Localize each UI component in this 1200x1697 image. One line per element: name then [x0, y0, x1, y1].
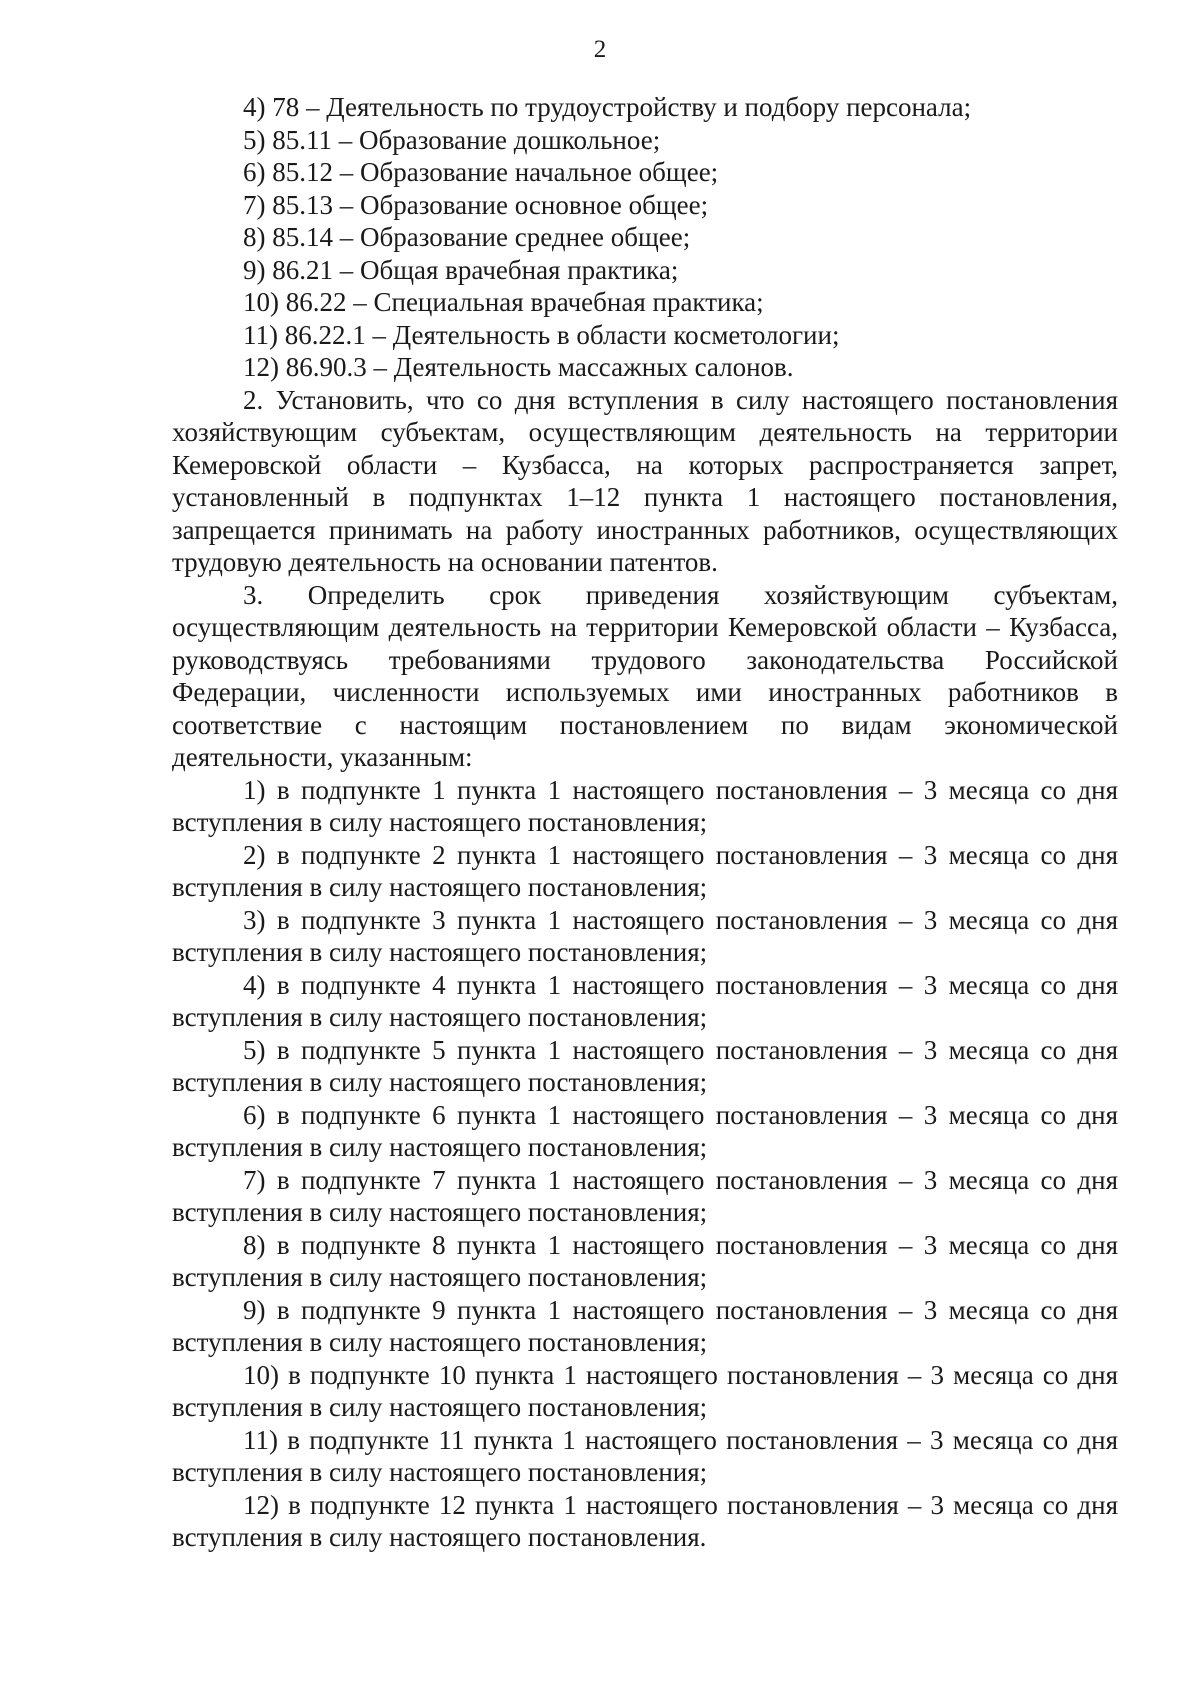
- subitem: 11) в подпункте 11 пункта 1 настоящего постановления – 3 месяца со дня вступления в силу настоящего постановления;: [172, 1424, 1118, 1487]
- list-item: 11) 86.22.1 – Деятельность в области косметологии;: [243, 319, 840, 350]
- subitem: 10) в подпункте 10 пункта 1 настоящего постановления – 3 месяца со дня вступления в силу настоящего постановления;: [172, 1359, 1118, 1422]
- list-item: 9) 86.21 – Общая врачебная практика;: [243, 254, 679, 285]
- subitem: 3) в подпункте 3 пункта 1 настоящего постановления – 3 месяца со дня вступления в силу настоящего постановления;: [172, 904, 1118, 967]
- page-number: 2: [593, 36, 607, 63]
- subitem: 7) в подпункте 7 пункта 1 настоящего постановления – 3 месяца со дня вступления в силу настоящего постановления;: [172, 1164, 1118, 1227]
- subitem: 1) в подпункте 1 пункта 1 настоящего постановления – 3 месяца со дня вступления в силу настоящего постановления;: [172, 774, 1118, 837]
- list-item: 4) 78 – Деятельность по трудоустройству и подбору персонала;: [243, 92, 972, 122]
- list-item: 8) 85.14 – Образование среднее общее;: [243, 222, 691, 252]
- subitem: 6) в подпункте 6 пункта 1 настоящего постановления – 3 месяца со дня вступления в силу настоящего постановления;: [172, 1099, 1118, 1162]
- subitem: 8) в подпункте 8 пункта 1 настоящего постановления – 3 месяца со дня вступления в силу настоящего постановления;: [172, 1229, 1118, 1292]
- subitem: 4) в подпункте 4 пункта 1 настоящего постановления – 3 месяца со дня вступления в силу настоящего постановления;: [172, 969, 1118, 1032]
- subitem: 2) в подпункте 2 пункта 1 настоящего постановления – 3 месяца со дня вступления в силу настоящего постановления;: [172, 839, 1118, 902]
- subitem: 5) в подпункте 5 пункта 1 настоящего постановления – 3 месяца со дня вступления в силу настоящего постановления;: [172, 1034, 1118, 1097]
- list-item: 10) 86.22 – Специальная врачебная практика;: [243, 287, 764, 317]
- subitem: 9) в подпункте 9 пункта 1 настоящего постановления – 3 месяца со дня вступления в силу настоящего постановления;: [172, 1294, 1118, 1357]
- paragraph-3: 3. Определить срок приведения хозяйствующим субъектам, осуществляющим деятельность на территории Кемеровской области – Кузбасса, руководствуясь требованиями трудового законодательства Российской Федерации, численности используемых ими иностранных работников в соответствие с настоящим постановлением по видам экономической деятельности, указанным:: [172, 579, 1118, 772]
- paragraph-2: 2. Установить, что со дня вступления в силу настоящего постановления хозяйствующим субъектам, осуществляющим деятельность на территории Кемеровской области – Кузбасса, на которых распространяется запрет, установленный в подпунктах 1–12 пункта 1 настоящего постановления, запрещается принимать на работу иностранных работников, осуществляющих трудовую деятельность на основании патентов.: [172, 384, 1118, 577]
- subitem: 12) в подпункте 12 пункта 1 настоящего постановления – 3 месяца со дня вступления в силу настоящего постановления.: [172, 1489, 1118, 1552]
- list-item: 6) 85.12 – Образование начальное общее;: [243, 157, 719, 187]
- document-body: [172, 91, 1118, 1554]
- list-item: 12) 86.90.3 – Деятельность массажных салонов.: [243, 352, 794, 382]
- list-item: 5) 85.11 – Образование дошкольное;: [243, 124, 661, 155]
- list-item: 7) 85.13 – Образование основное общее;: [243, 189, 709, 220]
